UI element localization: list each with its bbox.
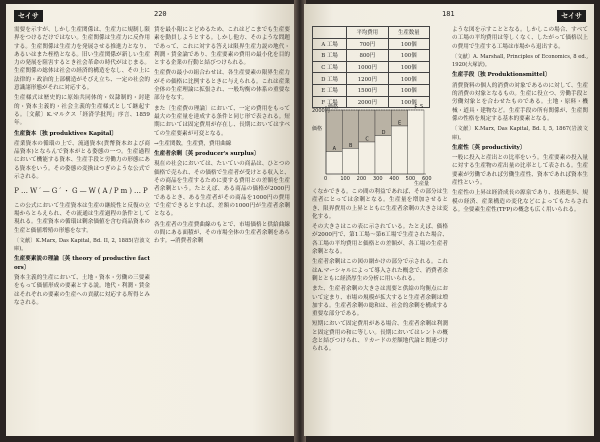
table-cell: 100個 [388, 96, 429, 108]
table-cell: 100個 [388, 84, 429, 96]
price-label: 2000円 [312, 108, 330, 114]
entry-heading: 生産資本〔独 produktives Kapital〕 [14, 130, 118, 137]
entry-heading: 生産性〔英 productivity〕 [452, 144, 526, 151]
x-tick-label: 400 [389, 176, 399, 182]
table-cell: D 工場 [313, 73, 347, 85]
y-axis-label: 価格 [312, 126, 323, 132]
reference-text: 〔文献〕K.Marx, Das Kapital, Bd. II, 2, 1885(岩波文庫)。 [14, 237, 150, 253]
x-tick-label: 500 [405, 176, 416, 182]
entry-heading: 生産要素説の理論〔英 theory of productive factors〕 [14, 256, 150, 271]
y-axis-note: 価格 [328, 104, 339, 110]
right-page-number: 181 [442, 10, 455, 18]
table-cell: 1200円 [347, 73, 388, 85]
cost-bar [391, 126, 407, 174]
table-cell: 1000円 [347, 61, 388, 73]
table-cell: 1500円 [347, 84, 388, 96]
left-page-header [14, 10, 288, 22]
left-column-1 [14, 26, 150, 309]
supply-label: S [420, 104, 424, 110]
cost-table [312, 26, 430, 108]
left-page-number: 220 [154, 10, 167, 18]
body-paragraph: 消費資料の個人的消費の対象であるのに対して、生産的消費の対象となるもの。生産に役立つ、労働手段と労働対象とを合わせたものである。土地・原料・機械・道具・建物など。生産手段の所有関係が、生産関係の性格を規定する基本的要素となる。 [452, 82, 588, 122]
cost-bar [375, 136, 391, 174]
body-paragraph: 需要を示すが、しかし生産関係は、生産力に規制し限界をつけるだけではない。生産関係は生産力に反作用する。生産関係は生産力を発展させる推進力となり、あるいはまた桎梏となる。旧い生産関係が新しい生産力の発展を阻害するとき社会革命の時代がはじまる。生産関係の総体は社会の経済的構造をなし、その上に法律的・政治的上部構造がそびえ立ち、一定の社会的意識諸形態がそれに対応する。 [14, 27, 150, 92]
entry-heading: 生産手段〔独 Produktionsmittel〕 [452, 72, 551, 79]
table-row [313, 73, 430, 85]
bar-category-label: A [332, 146, 337, 153]
right-column-1 [312, 188, 448, 356]
x-tick-label: 200 [356, 176, 367, 182]
right-header-tab: セイサ [557, 10, 586, 22]
body-paragraph: 賃を最小限にとどめるため、これはどこまでも生産要素を動員しようとする。しかし他方、そのような問題であって、これに対する答えは限界生産力説の地代・利潤・賃金論であり、生産要素の費用の最小化を目的とする企業の行動と結びつけられる。 [154, 27, 290, 67]
bar-category-label: C [365, 136, 369, 143]
table-header-cell [313, 27, 347, 39]
body-paragraph: その大きさはこの表に示されている。たとえば、価格が2000円で、第1工場〜第6工場で生産された場合、各工場の平均費用と価格との差額が、各工場の生産者余剰となる。 [312, 224, 448, 256]
table-cell: 800円 [347, 50, 388, 62]
x-tick-label: 300 [373, 176, 383, 182]
capital-circuit-formula: P…W′—G′・G—W(A/Pm)…P [14, 187, 150, 196]
right-page [304, 4, 594, 436]
left-header-tab: セイサ [14, 10, 43, 22]
cost-bar [326, 152, 342, 174]
reference-text: 〔文献〕A. Marshall, Principles of Economics, 8 ed., 1920(大塚訳)。 [452, 53, 588, 69]
table-row [313, 50, 430, 62]
body-paragraph: 資本主義的生産において、土地・資本・労働の三要素をもって価値形成の要素とする説。地代・利潤・賃金はそれぞれの要素の生産への貢献に対応する所得とみなされる。 [14, 275, 150, 306]
table-cell: 100個 [388, 38, 429, 50]
body-paragraph: また、生産者余剰の大きさは需要と供給の均衡点において定まり、市場の規模が拡大すると生産者余剰は増加する。生産者余剰の総和は、社会的余剰を構成する重要な部分である。 [312, 286, 448, 318]
producer-surplus-chart [312, 102, 432, 187]
table-header-cell: 平均費用 [347, 27, 388, 39]
cost-bar [359, 142, 375, 174]
body-paragraph: ような図を示すこととなる。しかしこの場合、すべての工場の平均費用は等しくなく、したがって価格以上の費用で生産する工場は市場から退出する。 [452, 27, 588, 50]
bar-category-label: E [398, 120, 402, 127]
table-row [313, 61, 430, 73]
reference-text: 〔文献〕K.Marx, Das Kapital, Bd. I, 5, 1867(岩波文庫)。 [452, 126, 588, 141]
table-cell: F 工場 [313, 96, 347, 108]
body-paragraph: 現在の社会においては、たいていの商品は、ひとつの価格で売られ、その価格で生産者が受けとる収入と、その商品を生産するために要する費用との差額を生産者余剰という。たとえば、ある商品の価格が2000円であるとき、ある生産者がその商品を1000円の費用で生産できるとすれば、差額の1000円が生産者余剰となる。 [154, 161, 290, 218]
body-paragraph: この公式において生産資本は生産の継続性と反復の立場からとらえられ、その流通は生産過程の条件として現れる。生産資本の循環は剰余価値を含む商品資本の生産と価値増殖の形態をなす。 [14, 202, 150, 234]
body-paragraph: 生産性の上昇は経済成長の源泉であり、技術進歩、規模の経済、産業構造の変化などによってもたらされる。全要素生産性(TFP)の概念も広く用いられる。 [452, 190, 588, 213]
table-cell: 100個 [388, 73, 429, 85]
table-cell: E 工場 [313, 84, 347, 96]
x-axis-label: 生産量 [414, 181, 430, 187]
left-page [6, 4, 296, 436]
x-tick-label: 600 [422, 176, 432, 182]
right-page-header [312, 10, 586, 22]
body-paragraph: →生産関数，生産費，費用曲線 [154, 140, 232, 147]
body-paragraph: 生産者余剰はこの図の網かけの部分で示される。これはA.マーシャルによって導入された概念で、消費者余剰とともに経済厚生の分析に用いられる。 [312, 259, 448, 282]
body-paragraph: くなかできる。この間の利益であれば、その部分は生産者にとっては余剰となる。生産量を増加させるとき、限界費用の上昇とともに生産者余剰の大きさは変化する。 [312, 189, 448, 220]
table-row [313, 84, 430, 96]
table-cell: C 工場 [313, 61, 347, 73]
table-cell: 2000円 [347, 96, 388, 108]
table-cell: B 工場 [313, 50, 347, 62]
x-tick-label: 0 [324, 176, 328, 182]
body-paragraph: 各生産者の生産費曲線のもとで、市場価格と供給曲線の間にある面積が、その市場全体の生産者余剰をあらわす。→消費者余剰 [154, 221, 290, 245]
entry-heading: 生産者余剰〔英 producer's surplus〕 [154, 151, 260, 158]
bar-category-label: B [349, 142, 353, 149]
table-header-cell: 生産数量 [388, 27, 429, 39]
cost-bar [342, 148, 358, 174]
body-paragraph: 生産費の最小の組合わせは、各生産要素の限界生産力がその価格に比例するときに与えられる。これは産業全体の生産理論に拡張され、一般均衡の体系の重要な部分をなす。 [154, 70, 290, 102]
body-paragraph: 短期において固定費用がある場合、生産者余剰は利潤と固定費用の和に等しい。長期においてはレントの概念と結びつけられ、リカードの差額地代論と関連づけられる。 [312, 321, 448, 353]
body-paragraph: 産業資本の循環の上で、流通資本(貨幣資本および商品資本)とならんで資本がとる姿態の一つ。生産過程において機能する資本、生産手段と労働力の形態にある資本をいう。その姿態の変換はつぎのような公式で示される。 [14, 140, 150, 181]
right-column-2 [452, 26, 588, 216]
bar-category-label: D [381, 130, 386, 137]
table-cell: 100個 [388, 61, 429, 73]
body-paragraph: また〔生産費の理論〕において、一定の費用をもって最大の生産量を達成する条件と同じ形で表される。短期においては固定費用が存在し、長期においてはすべての生産要素が可変となる。 [154, 105, 290, 137]
table-cell: A 工場 [313, 38, 347, 50]
cost-bar [408, 110, 424, 174]
table-row [313, 38, 430, 50]
table-cell: 100個 [388, 50, 429, 62]
x-tick-label: 100 [340, 176, 350, 182]
bar-category-label: F [414, 104, 418, 111]
body-paragraph: 生産様式は歴史的に原始共同体的・奴隷制的・封建的・資本主義的・社会主義的生産様式として継起する。〔文献〕K.マルクス「経済学批判」序言、1859年。 [14, 95, 150, 127]
table-header-row [313, 27, 430, 39]
left-column-2 [154, 26, 290, 247]
table-cell: 700円 [347, 38, 388, 50]
body-paragraph: 一般に投入と産出との比率をいう。生産要素の投入量に対する生産物の産出量の比率として表される。生産要素が労働であれば労働生産性、資本であれば資本生産性という。 [452, 155, 588, 187]
